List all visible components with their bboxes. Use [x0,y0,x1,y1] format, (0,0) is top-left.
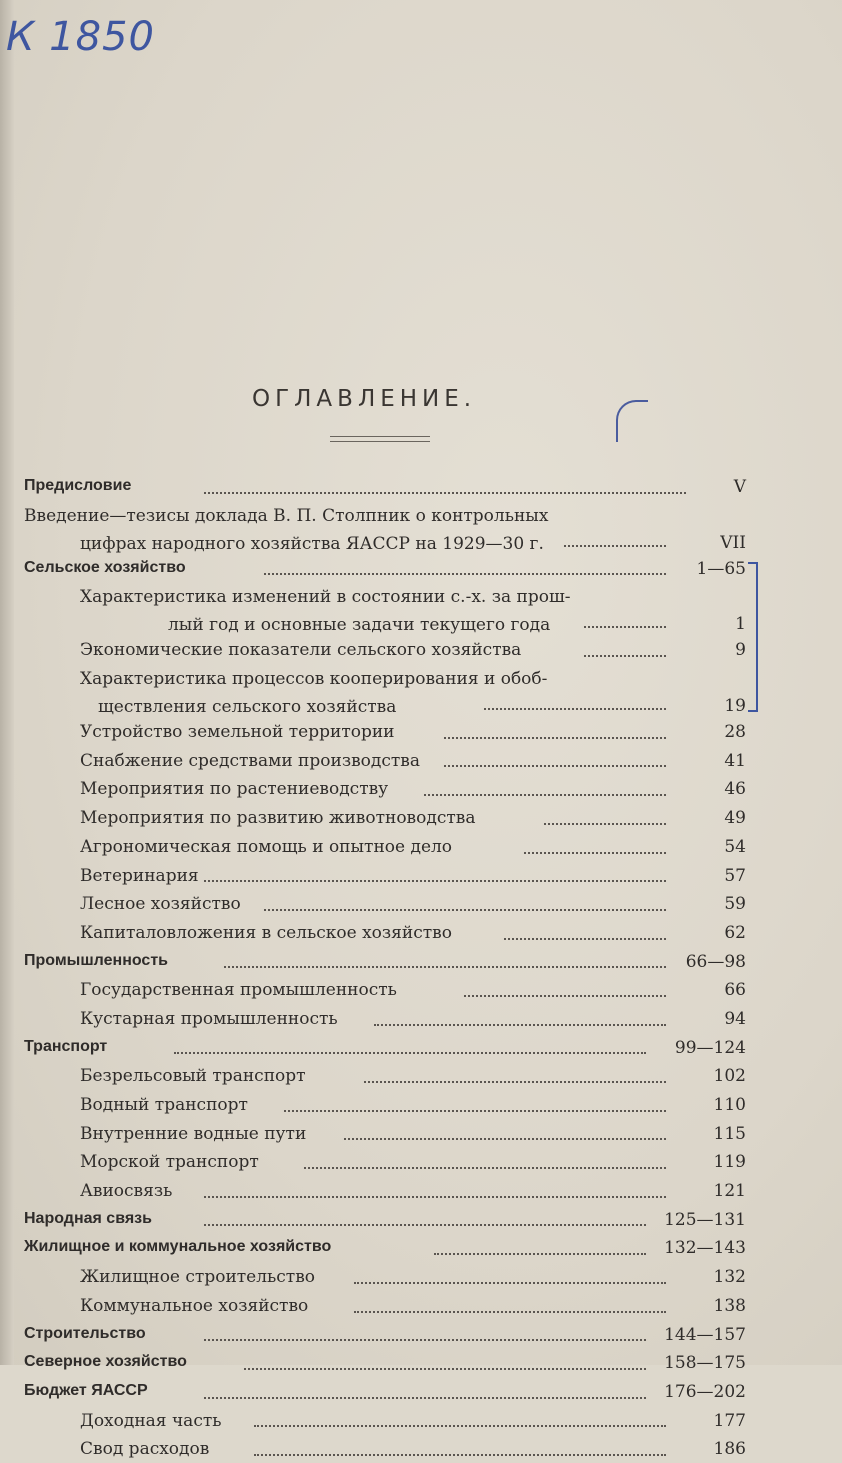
toc-entry: Морской транспорт 119 [80,1152,746,1173]
title-divider [330,436,430,437]
toc-entry: Народная связь 125—131 [24,1209,746,1230]
toc-entry: Северное хозяйство 158—175 [24,1353,746,1374]
pencil-mark [616,400,648,442]
toc-entry: Транспорт 99—124 [24,1037,746,1058]
toc-entry: Коммунальное хозяйство 138 [80,1295,746,1316]
book-spine [0,0,14,1365]
toc-entry: Характеристика изменений в состоянии с.-х. за прош- лый год и основные задачи текущего года 1 [80,587,746,636]
page-title: ОГЛАВЛЕНИЕ. [252,386,477,412]
shelfmark: К 1850 [6,14,155,60]
toc-entry: Водный транспорт 110 [80,1095,746,1115]
toc-entry: Характеристика процессов кооперирования и обоб- ществления сельского хозяйства 19 [80,669,746,718]
toc-entry: Мероприятия по развитию животноводства 49 [80,808,746,829]
pencil-bracket [748,562,758,712]
toc-entry: Кустарная промышленность 94 [80,1008,746,1029]
toc-entry: Мероприятия по растениеводству 46 [80,779,746,800]
toc-entry: Сельское хозяйство 1—65 [24,558,746,579]
toc-entry: Строительство 144—157 [24,1324,746,1345]
toc-entry: Снабжение средствами производства 41 [80,750,746,771]
toc-entry: Доходная часть 177 [80,1410,746,1431]
toc-entry: Внутренние водные пути 115 [80,1123,746,1144]
title-divider [330,441,430,442]
toc-entry: Предисловие V [24,477,746,497]
toc-entry: Безрельсовый транспорт 102 [80,1066,746,1087]
toc-entry: Свод расходов 186 [80,1439,746,1460]
toc-entry: Экономические показатели сельского хозяйства 9 [80,640,746,661]
toc-entry: Лесное хозяйство 59 [80,894,746,915]
table-of-contents [24,472,746,1463]
toc-entry: Жилищное и коммунальное хозяйство 132—143 [24,1238,746,1259]
toc-entry: Капиталовложения в сельское хозяйство 62 [80,922,746,943]
toc-entry: Промышленность 66—98 [24,951,746,972]
toc-entry: Жилищное строительство 132 [80,1267,746,1288]
toc-entry: Ветеринария 57 [80,865,746,886]
toc-entry: Государственная промышленность 66 [80,980,746,1001]
toc-entry: Бюджет ЯАССР 176—202 [24,1381,746,1402]
toc-entry: Введение—тезисы доклада В. П. Столпник о контрольных цифрах народного хозяйства ЯАССР на 1929—30 г. VII [24,505,746,554]
toc-entry: Агрономическая помощь и опытное дело 54 [80,836,746,857]
toc-entry: Устройство земельной территории 28 [80,722,746,743]
toc-entry: Авиосвязь 121 [80,1181,746,1202]
